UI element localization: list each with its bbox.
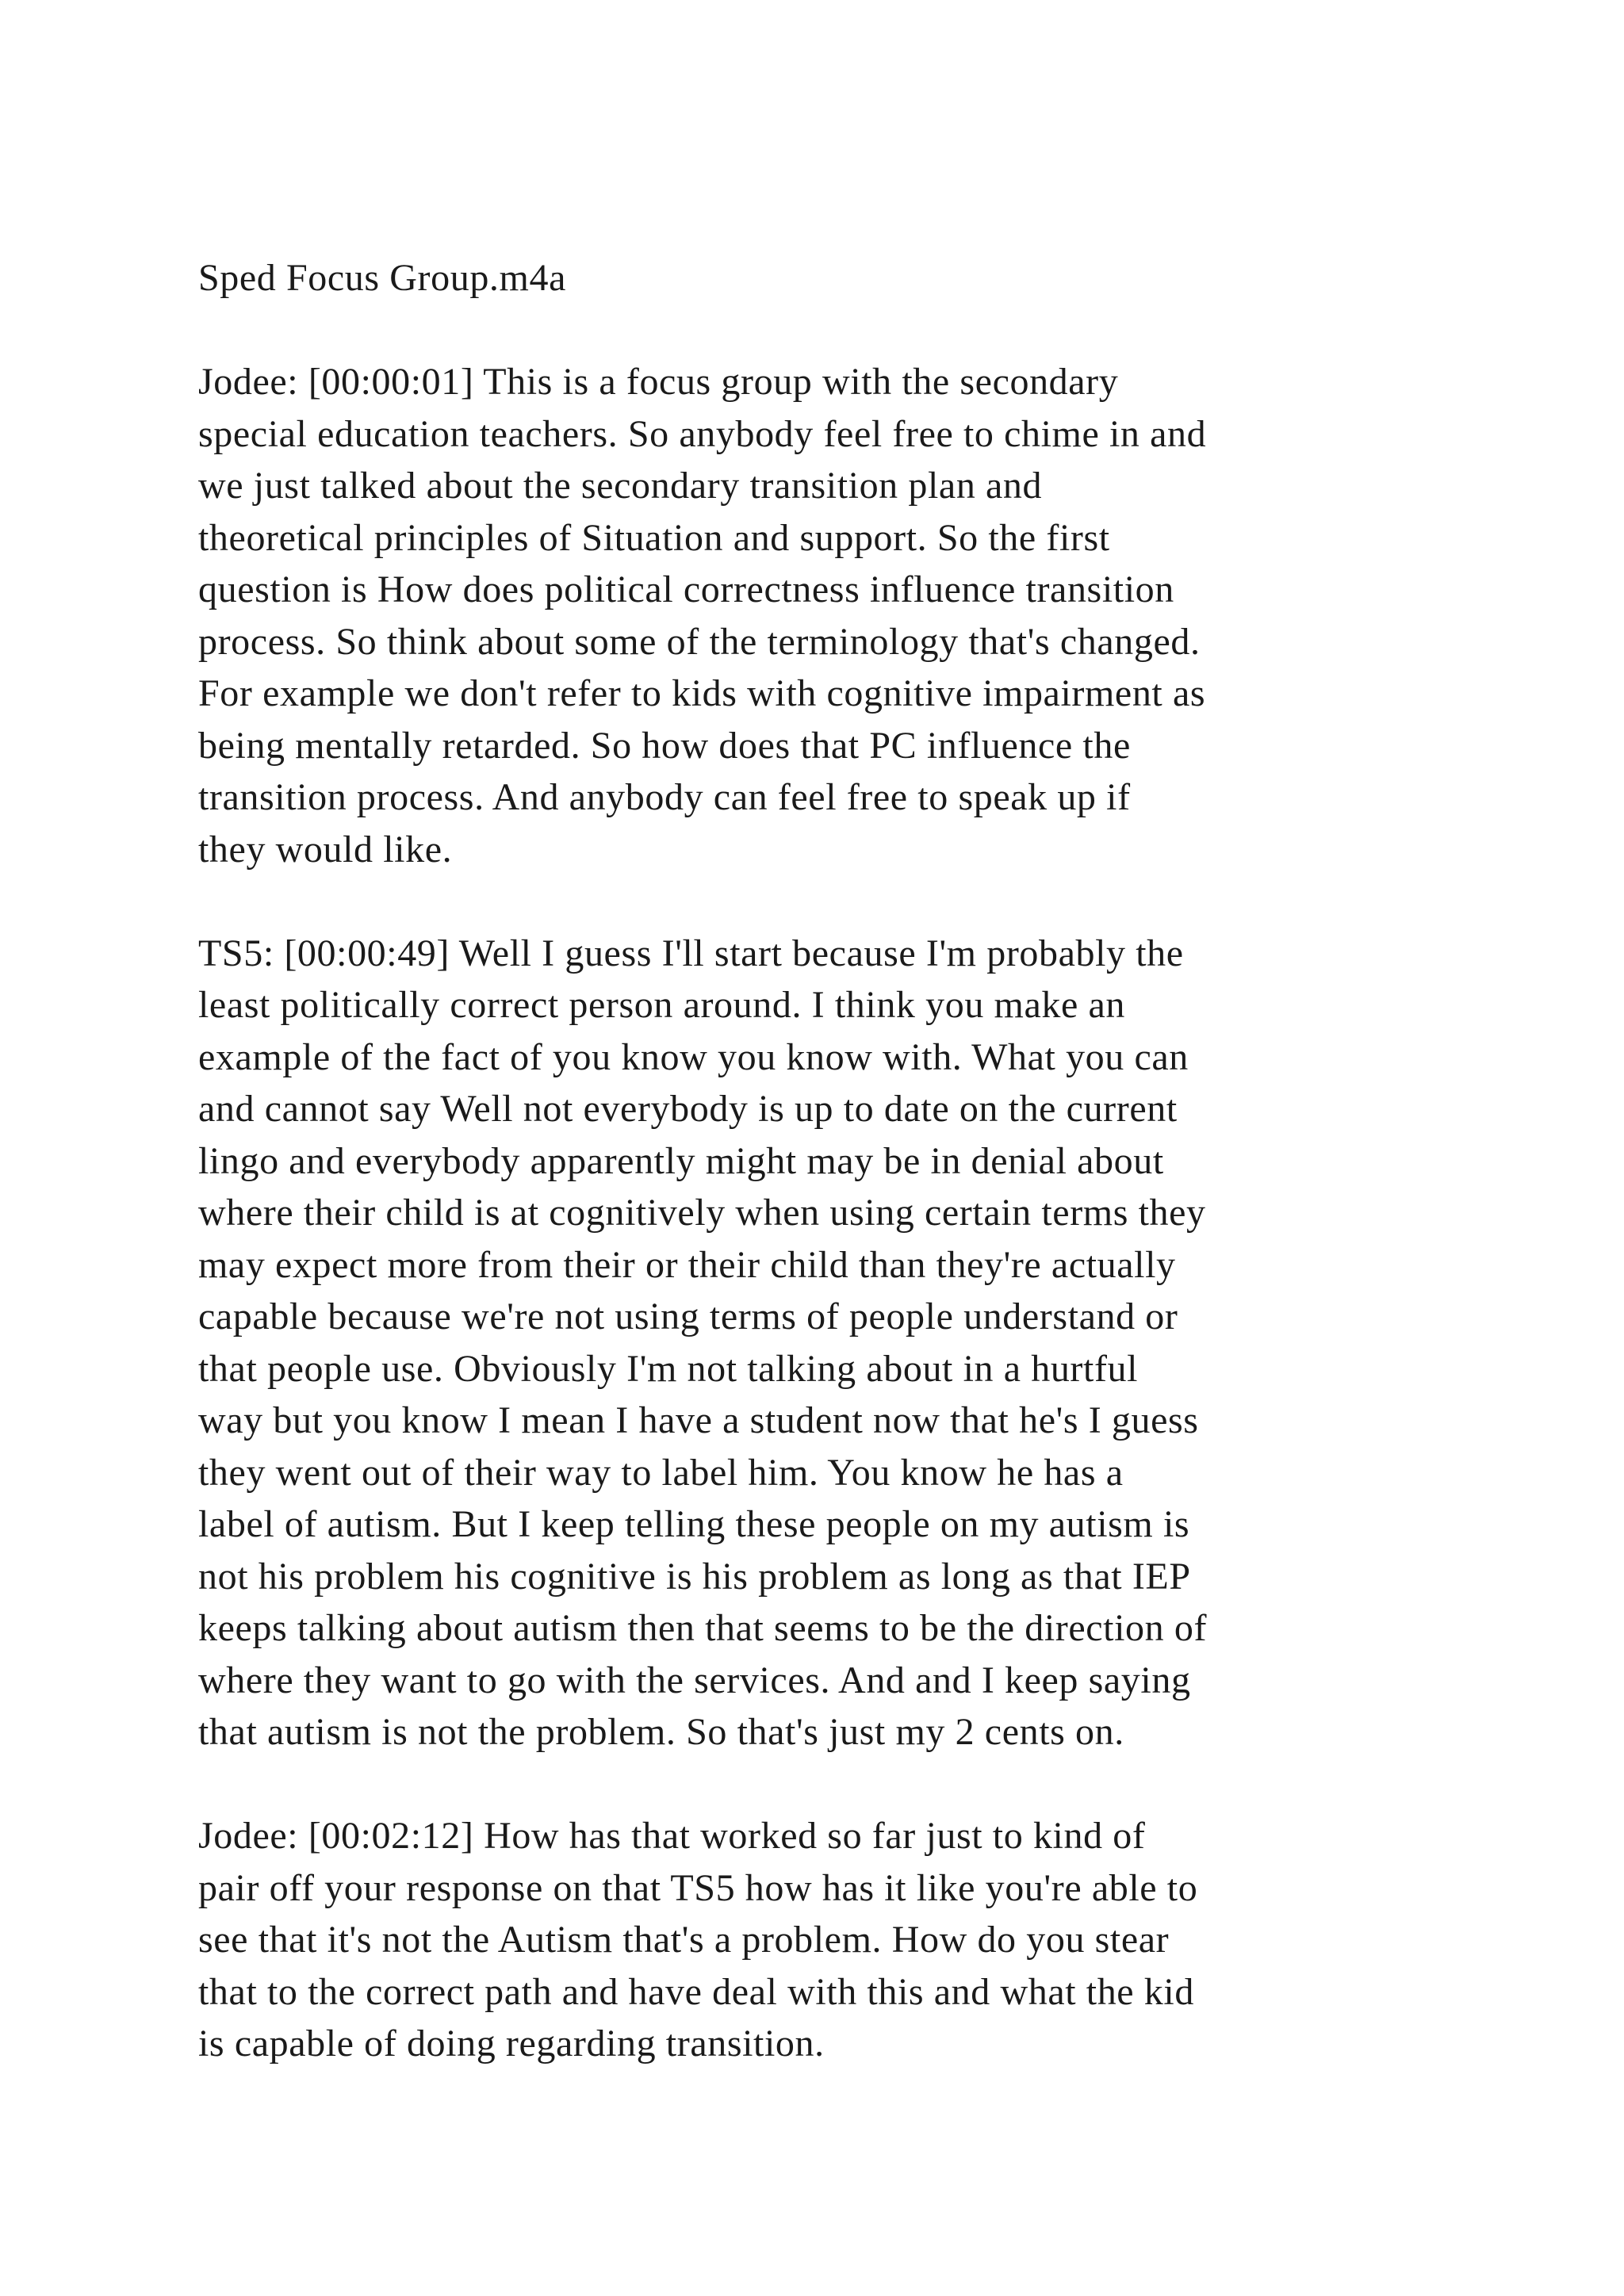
- text-line: they went out of their way to label him. You know he has a: [198, 1451, 1124, 1494]
- text-line: not his problem his cognitive is his problem as long as that IEP: [198, 1555, 1191, 1598]
- text-line: question is How does political correctness influence transition: [198, 568, 1174, 610]
- text-line: that people use. Obviously I'm not talking about in a hurtful: [198, 1347, 1139, 1390]
- text-line: where their child is at cognitively when using certain terms they: [198, 1192, 1206, 1234]
- paragraph-jodee-followup: [198, 1810, 1451, 2070]
- text-line: that to the correct path and have deal with this and what the kid: [198, 1970, 1194, 2013]
- text-line: keeps talking about autism then that seems to be the direction of: [198, 1607, 1208, 1649]
- text-line: that autism is not the problem. So that's just my 2 cents on.: [198, 1711, 1124, 1753]
- paragraph-jodee-intro: [198, 356, 1451, 875]
- text-line: process. So think about some of the terminology that's changed.: [198, 620, 1201, 663]
- text-line: transition process. And anybody can feel free to speak up if: [198, 776, 1131, 818]
- text-line: TS5: [00:00:49] Well I guess I'll start because I'm probably the: [198, 932, 1184, 974]
- text-line: special education teachers. So anybody feel free to chime in and: [198, 412, 1207, 455]
- text-line: they would like.: [198, 828, 453, 871]
- text-line: example of the fact of you know you know with. What you can: [198, 1035, 1189, 1078]
- paragraph-ts5-response: [198, 928, 1451, 1758]
- text-line: theoretical principles of Situation and support. So the first: [198, 516, 1110, 559]
- document-title: Sped Focus Group.m4a: [198, 257, 566, 299]
- text-line: way but you know I mean I have a student now that he's I guess: [198, 1399, 1199, 1441]
- text-line: we just talked about the secondary transition plan and: [198, 465, 1043, 507]
- document-body: [198, 252, 1451, 2122]
- text-line: pair off your response on that TS5 how has it like you're able to: [198, 1866, 1198, 1909]
- text-line: For example we don't refer to kids with cognitive impairment as: [198, 672, 1206, 714]
- text-line: capable because we're not using terms of people understand or: [198, 1295, 1178, 1337]
- text-line: least politically correct person around. I think you make an: [198, 984, 1125, 1026]
- text-line: Jodee: [00:00:01] This is a focus group with the secondary: [198, 361, 1119, 403]
- text-line: being mentally retarded. So how does that PC influence the: [198, 724, 1131, 767]
- text-line: Jodee: [00:02:12] How has that worked so far just to kind of: [198, 1815, 1146, 1857]
- text-line: see that it's not the Autism that's a problem. How do you stear: [198, 1919, 1170, 1961]
- text-line: label of autism. But I keep telling these people on my autism is: [198, 1503, 1190, 1545]
- text-line: is capable of doing regarding transition.: [198, 2022, 825, 2064]
- text-line: and cannot say Well not everybody is up to date on the current: [198, 1088, 1178, 1130]
- text-line: where they want to go with the services. And and I keep saying: [198, 1659, 1191, 1701]
- text-line: lingo and everybody apparently might may be in denial about: [198, 1139, 1164, 1182]
- text-line: may expect more from their or their child than they're actually: [198, 1243, 1176, 1286]
